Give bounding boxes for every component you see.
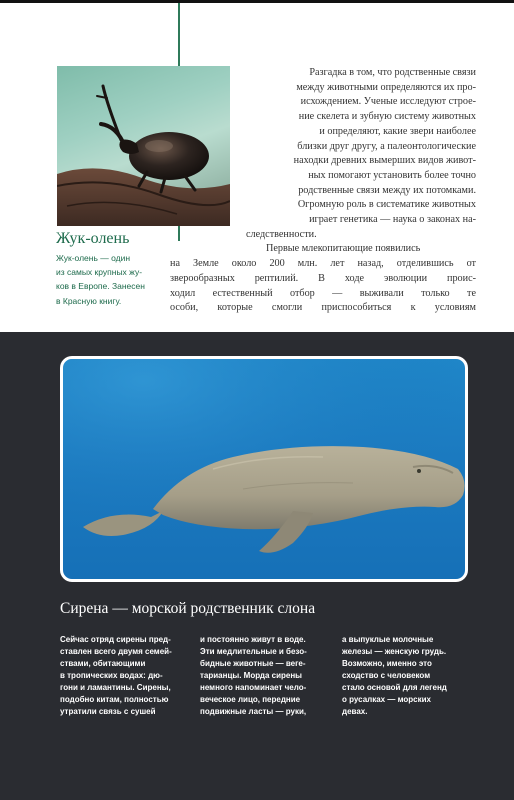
sirena-line: а выпуклые молочные: [342, 635, 434, 644]
sirena-section-title: Сирена — морской родственник слона: [60, 600, 316, 617]
article-line: и определяют, какие звери наиболее: [319, 125, 476, 137]
article-line: следственности.: [246, 228, 317, 240]
sirena-line: о русалках — морских: [342, 695, 431, 704]
caption-line: из самых крупных жу-: [56, 267, 143, 278]
top-section: [0, 0, 514, 332]
sirena-line: Сейчас отряд сирены пред-: [60, 635, 171, 644]
sirena-line: гони и ламантины. Сирены,: [60, 683, 171, 692]
sirena-line: подобно китам, полностью: [60, 695, 169, 704]
sirena-line: Возможно, именно это: [342, 659, 432, 668]
article-line: родственные связи между их потомками.: [298, 184, 476, 196]
sirena-line: ставлен всего двумя семей-: [60, 647, 172, 656]
sirena-line: тарианцы. Морда сирены: [200, 671, 303, 680]
article-line: Разгадка в том, что родственные связи: [309, 67, 476, 78]
article-line: исхождением. Ученые исследуют строе-: [300, 96, 476, 108]
article-line: между животными определяются их про-: [296, 81, 476, 93]
sirena-column-1: [60, 634, 190, 718]
sirena-column-2: [200, 634, 330, 718]
sirena-line: ствами, обитающими: [60, 659, 146, 668]
article-line: ние скелета и зубную систему животных: [298, 111, 476, 123]
sirena-line: Эти медлительные и безо-: [200, 647, 307, 656]
sirena-line: бидные животные — веге-: [200, 659, 306, 668]
article-line: близки друг другу, а палеонтологические: [297, 140, 476, 152]
sirena-line: немного напоминает чело-: [200, 683, 307, 692]
sirena-column-3: [342, 634, 472, 718]
sirena-line: стало основой для легенд: [342, 683, 447, 692]
article-line: ходил естественный отбор — выживали только те: [170, 287, 476, 299]
sirena-line: подвижные ласты — руки,: [200, 707, 307, 716]
beetle-caption-title: Жук-олень: [56, 230, 130, 247]
article-line: Первые млекопитающие появились: [266, 243, 421, 255]
article-line: играет генетика — наука о законах на-: [309, 214, 476, 226]
article-text: [170, 66, 476, 316]
sirena-line: железы — женскую грудь.: [342, 647, 447, 656]
sirena-line: сходство с человеком: [342, 671, 431, 680]
top-black-bar: [0, 0, 514, 3]
caption-line: в Красную книгу.: [56, 295, 122, 306]
caption-line: ков в Европе. Занесен: [56, 281, 145, 292]
article-line: находки древних вымерших видов живот-: [293, 155, 476, 167]
sirena-line: и постоянно живут в воде.: [200, 635, 306, 644]
caption-line: Жук-олень — один: [56, 253, 131, 263]
sirena-line: в тропических водах: дю-: [60, 671, 163, 680]
article-line: особи, которые смогли приспособиться к условиям: [170, 302, 476, 314]
article-line: Огромную роль в систематике животных: [297, 199, 476, 211]
article-line: ных помогают установить более точно: [308, 169, 476, 181]
article-line: на Земле около 200 млн. лет назад, отделившись от: [170, 258, 476, 270]
article-line: зверообразных рептилий. В ходе эволюции проис-: [170, 272, 476, 284]
sirena-line: веческое лицо, передние: [200, 695, 301, 704]
sirena-photo: [60, 356, 468, 582]
beetle-caption-text: [56, 251, 176, 308]
sirena-line: девах.: [342, 707, 368, 716]
sirena-line: утратили связь с сушей: [60, 707, 156, 716]
